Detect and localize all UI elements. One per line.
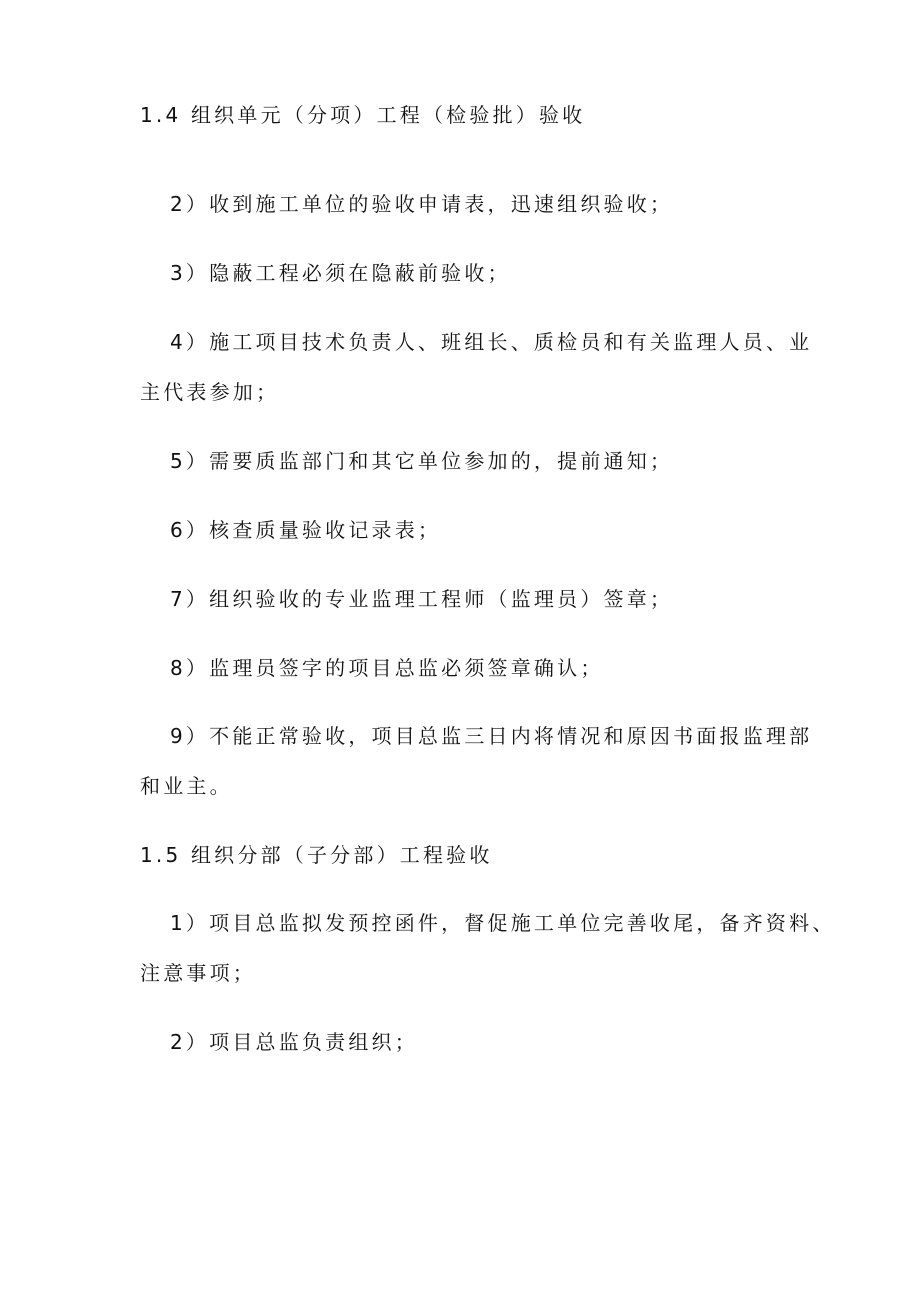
list-item: 8）监理员签字的项目总监必须签章确认； [170,656,604,680]
list-item: 2）收到施工单位的验收申请表，迅速组织验收； [170,192,674,216]
list-item: 5）需要质监部门和其它单位参加的，提前通知； [170,449,674,473]
section-heading-1-5: 1.5 组织分部（子分部）工程验收 [140,843,493,867]
section-heading-1-4: 1.4 组织单元（分项）工程（检验批）验收 [140,103,586,127]
list-item-line-2: 注意事项； [140,961,256,985]
list-item: 3）隐蔽工程必须在隐蔽前验收； [170,261,511,285]
list-item-line-1: 1）项目总监拟发预控函件，督促施工单位完善收尾，备齐资料、 [170,911,836,935]
list-item-line-2: 主代表参加； [140,380,280,404]
list-item-line-2: 和业主。 [140,774,233,798]
list-item: 2）项目总监负责组织； [170,1030,418,1054]
list-item: 6）核查质量验收记录表； [170,518,442,542]
list-item-line-1: 9）不能正常验收，项目总监三日内将情况和原因书面报监理部 [170,724,813,748]
list-item-line-1: 4）施工项目技术负责人、班组长、质检员和有关监理人员、业 [170,330,813,354]
list-item: 7）组织验收的专业监理工程师（监理员）签章； [170,587,674,611]
